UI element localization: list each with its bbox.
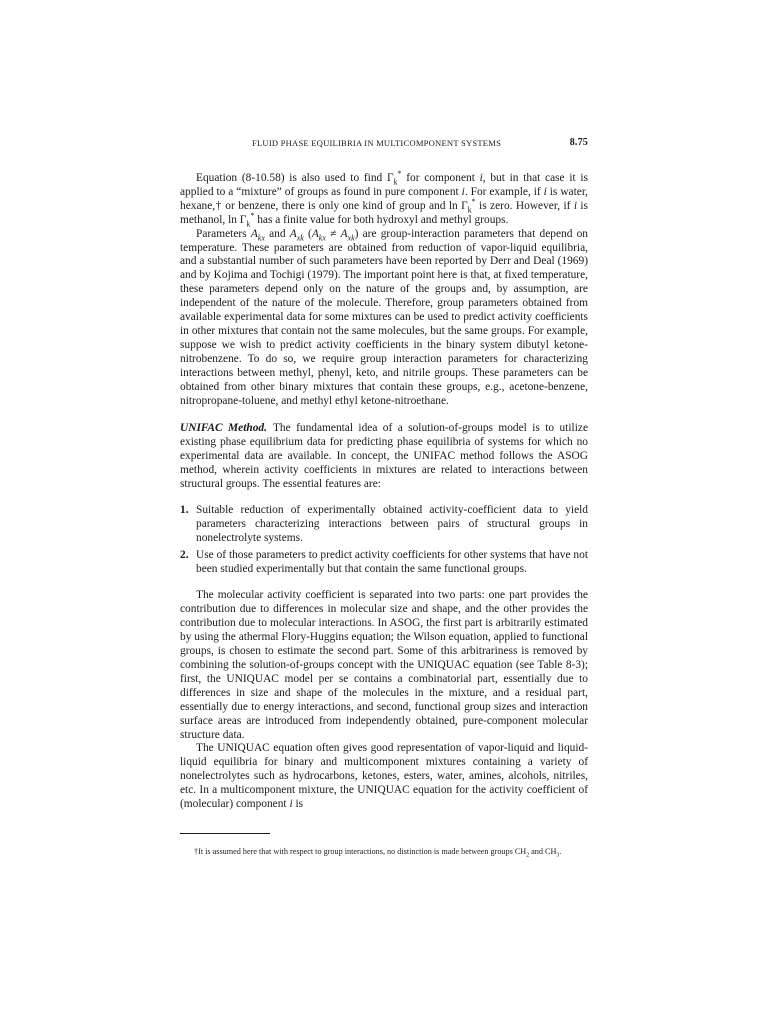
section-runin-heading: UNIFAC Method. — [180, 422, 267, 435]
running-title: FLUID PHASE EQUILIBRIA IN MULTICOMPONENT SYSTEMS — [252, 138, 502, 148]
page-number: 8.75 — [569, 137, 588, 148]
paragraph-5: The UNIQUAC equation often gives good representation of vapor-liquid and liquid-liquid equilibria for binary and multicomponent mixtures containing a variety of nonelectrolytes such as hydrocarbons, ketones, esters, water, amines, alcohols, nitriles, etc. In a multicomponent mixture, the UNIQUAC equation for the activity coefficient of (molecular) component i is — [180, 742, 588, 811]
features-list — [180, 504, 588, 577]
paragraph-1: Equation (8-10.58) is also used to find $\Gamma_k^*$ for component i, but in that case it is applied to a “mixture” of groups as found in pure component i. For example, if i is water, hexane,† or benzene, there is only one kind of group and $\ln \Gamma_k^*$ is zero. However, if i is methanol, $\ln \Gamma_k^*$ has a finite value for both hydroxyl and methyl groups. — [180, 169, 589, 228]
footnote-rule — [180, 833, 270, 834]
list-item: 2. Use of those parameters to predict activity coefficients for other systems that have not been studied experimentally but that contain the same functional groups. — [180, 548, 588, 575]
body-text — [180, 169, 589, 812]
paragraph-2: Parameters $A_{kx}$ and $A_{xk}$ $(A_{kx} \ne A_{xk})$ are group-interaction parameters that depend on temperature. These parameters are obtained from reduction of vapor-liquid equilibria, and a substantial number of such parameters have been reported by Derr and Deal (1969) and by Kojima and Tochigi (1979). The important point here is that, at fixed temperature, these parameters depend only on the nature of the groups and, by assumption, are independent of the nature of the molecule. Therefore, group parameters obtained from available experimental data for some mixtures can be used to predict activity coefficients in other mixtures that contain not the same molecules, but the same groups. For example, suppose we wish to predict activity coefficients in the binary system dibutyl ketone-nitrobenzene. To do so, we require group interaction parameters for characterizing interactions between methyl, phenyl, keto, and nitrile groups. These parameters can be obtained from other binary mixtures that contain these groups, e.g., acetone-benzene, nitropropane-toluene, and methyl ethyl ketone-nitroethane. — [180, 227, 588, 407]
paragraph-4: The molecular activity coefficient is separated into two parts: one part provides the contribution due to differences in molecular size and shape, and the other provides the contribution due to molecular interactions. In ASOG, the first part is arbitrarily estimated by using the athermal Flory-Huggins equation; the Wilson equation, applied to functional groups, is chosen to estimate the second part. Some of this arbitrariness is removed by combining the solution-of-groups concept with the UNIQUAC equation (see Table 8-3); first, the UNIQUAC model per se contains a combinatorial part, essentially due to differences in size and shape of the molecules in the mixture, and a residual part, essentially due to energy interactions, and second, functional group sizes and interaction surface areas are introduced from independently obtained, pure-component molecular structure data. — [180, 589, 588, 741]
footnote: †It is assumed here that with respect to group interactions, no distinction is made between groups $CH_2$ and $CH_3$. — [194, 847, 562, 859]
paragraph-unifac: UNIFAC Method. The fundamental idea of a solution-of-groups model is to utilize existing phase equilibrium data for predicting phase equilibria of systems for which no experimental data are available. In concept, the UNIFAC method follows the ASOG method, wherein activity coefficients in mixtures are related to interactions between structural groups. The essential features are: — [180, 422, 588, 491]
list-item: 1. Suitable reduction of experimentally obtained activity-coefficient data to yield parameters characterizing interactions between pairs of structural groups in nonelectrolyte systems. — [180, 503, 588, 544]
